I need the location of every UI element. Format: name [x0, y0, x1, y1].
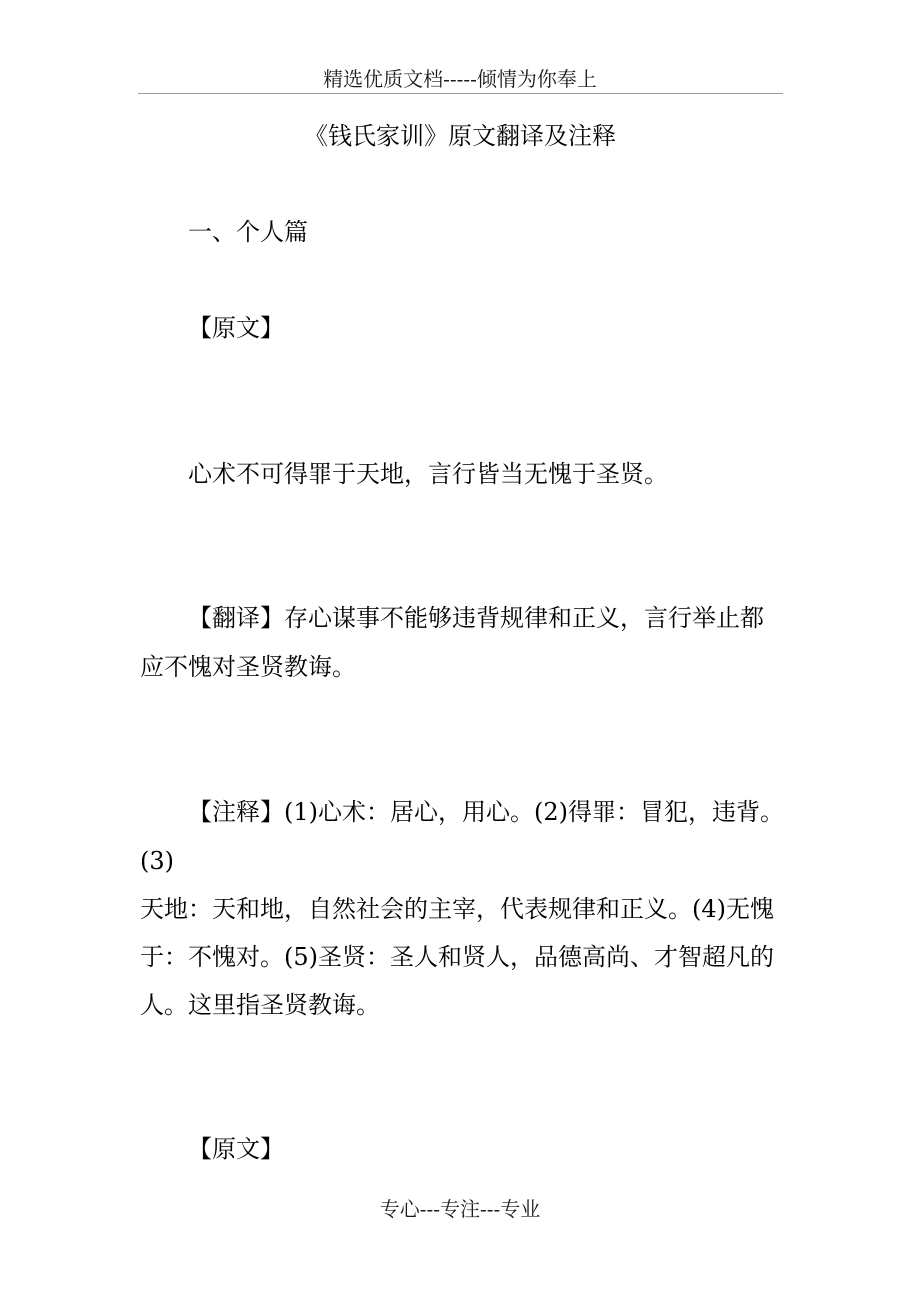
page-header: 精选优质文档-----倾情为你奉上: [323, 67, 597, 91]
translation-line-2: 应不愧对圣贤教诲。: [140, 653, 356, 681]
original-text: 心术不可得罪于天地，言行皆当无愧于圣贤。: [188, 460, 668, 488]
page-footer: 专心---专注---专业: [379, 1197, 541, 1221]
document-title: 《钱氏家训》原文翻译及注释: [304, 122, 616, 150]
notes-line-4: 于：不愧对。(5)圣贤：圣人和贤人，品德高尚、才智超凡的: [140, 943, 774, 971]
translation-line-1: 【翻译】存心谋事不能够违背规律和正义，言行举止都: [188, 604, 764, 632]
notes-line-5: 人。这里指圣贤教诲。: [140, 991, 380, 1019]
section-heading: 一、个人篇: [188, 218, 308, 246]
header-divider: [138, 93, 783, 94]
original-label-2: 【原文】: [188, 1135, 284, 1163]
notes-line-1: 【注释】(1)心术：居心，用心。(2)得罪：冒犯，违背。: [188, 798, 784, 826]
notes-line-2: (3): [140, 847, 174, 875]
original-label: 【原文】: [188, 314, 284, 342]
notes-line-3: 天地：天和地，自然社会的主宰，代表规律和正义。(4)无愧: [140, 895, 774, 923]
